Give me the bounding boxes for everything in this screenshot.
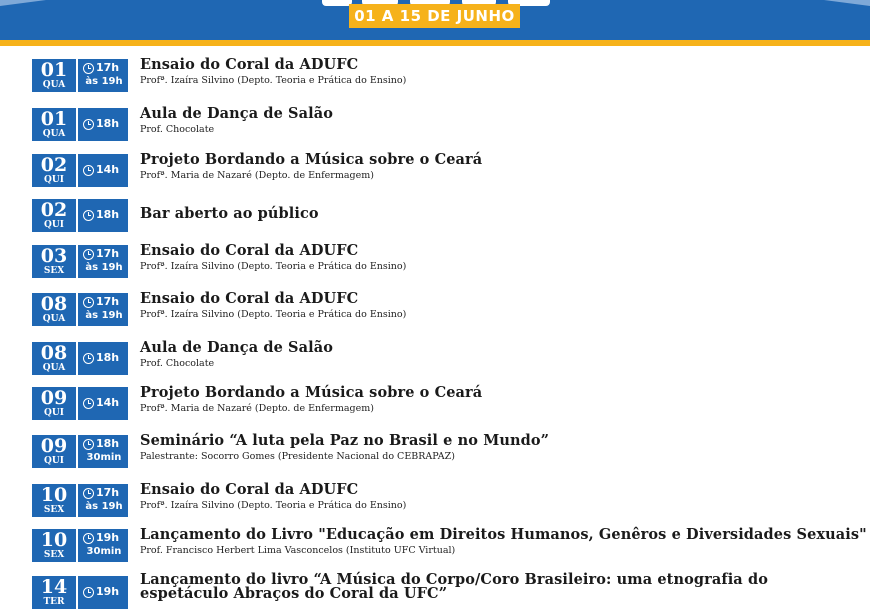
time-badge (78, 245, 128, 278)
time-badge (78, 59, 128, 92)
left-arrow-decoration (0, 0, 46, 6)
clock-icon (83, 210, 94, 221)
event-subtitle: Palestrante: Socorro Gomes (Presidente Nacional do CEBRAPAZ) (140, 451, 455, 462)
start-time: 14h (96, 396, 120, 409)
event-title: Lançamento do livro “A Música do Corpo/Coro Brasileiro: uma etnografia do espetáculo Abraços do Coral da UFC” (140, 571, 768, 602)
day-number: 09 (40, 387, 68, 409)
day-badge (32, 59, 76, 92)
weekday: QUA (42, 80, 66, 90)
start-time: 17h (96, 61, 120, 74)
time-badge (78, 576, 128, 609)
weekday: QUA (42, 129, 66, 139)
day-number: 09 (40, 435, 68, 457)
weekday: SEX (43, 505, 65, 515)
clock-icon (83, 353, 94, 364)
end-time: às 19h (85, 262, 123, 273)
day-number: 01 (40, 59, 68, 81)
event-title: Ensaio do Coral da ADUFC (140, 481, 359, 498)
header-stripe (0, 40, 870, 46)
time-badge (78, 108, 128, 141)
end-time: às 19h (85, 501, 123, 512)
event-subtitle: Prof. Chocolate (140, 358, 215, 369)
start-time: 19h (96, 585, 120, 598)
weekday: QUA (42, 314, 66, 324)
event-title: Aula de Dança de Salão (140, 339, 333, 356)
time-badge (78, 387, 128, 420)
weekday: SEX (43, 550, 65, 560)
clock-icon (83, 533, 94, 544)
clock-icon (83, 439, 94, 450)
end-time: às 19h (85, 310, 123, 321)
day-badge (32, 342, 76, 375)
start-time: 19h (96, 531, 120, 544)
event-subtitle: Prof. Francisco Herbert Lima Vasconcelos (Instituto UFC Virtual) (140, 545, 456, 556)
day-badge (32, 154, 76, 187)
day-badge (32, 576, 76, 609)
time-badge (78, 199, 128, 232)
event-subtitle: Profª. Izaíra Silvino (Depto. Teoria e Prática do Ensino) (140, 309, 407, 320)
clock-icon (83, 63, 94, 74)
time-badge (78, 342, 128, 375)
weekday: QUA (42, 363, 66, 373)
clock-icon (83, 249, 94, 260)
day-number: 08 (40, 293, 68, 315)
clock-icon (83, 119, 94, 130)
clock-icon (83, 488, 94, 499)
end-time: 30min (86, 546, 122, 557)
time-badge (78, 435, 128, 468)
day-badge (32, 529, 76, 562)
start-time: 18h (96, 117, 120, 130)
event-title: Projeto Bordando a Música sobre o Ceará (140, 151, 483, 168)
event-title: Aula de Dança de Salão (140, 105, 333, 122)
day-number: 02 (40, 154, 68, 176)
day-number: 14 (40, 576, 68, 598)
time-badge (78, 293, 128, 326)
day-badge (32, 108, 76, 141)
time-badge (78, 484, 128, 517)
event-subtitle: Profª. Maria de Nazaré (Depto. de Enfermagem) (140, 170, 374, 181)
time-badge (78, 529, 128, 562)
date-range-badge: 01 A 15 DE JUNHO (349, 4, 520, 28)
clock-icon (83, 165, 94, 176)
start-time: 14h (96, 163, 120, 176)
clock-icon (83, 398, 94, 409)
weekday: QUI (44, 220, 64, 230)
weekday: QUI (44, 408, 64, 418)
event-subtitle: Profª. Izaíra Silvino (Depto. Teoria e Prática do Ensino) (140, 75, 407, 86)
day-number: 10 (40, 529, 68, 551)
clock-icon (83, 587, 94, 598)
day-number: 08 (40, 342, 68, 364)
event-title: Bar aberto ao público (140, 205, 319, 222)
day-number: 02 (40, 199, 68, 221)
start-time: 18h (96, 351, 120, 364)
day-badge (32, 435, 76, 468)
day-number: 03 (40, 245, 68, 267)
day-badge (32, 199, 76, 232)
page-header (0, 0, 870, 40)
weekday: TER (43, 597, 65, 607)
clock-icon (83, 297, 94, 308)
weekday: SEX (43, 266, 65, 276)
event-subtitle: Prof. Chocolate (140, 124, 215, 135)
day-badge (32, 293, 76, 326)
weekday: QUI (44, 456, 64, 466)
event-subtitle: Profª. Izaíra Silvino (Depto. Teoria e Prática do Ensino) (140, 261, 407, 272)
day-badge (32, 484, 76, 517)
start-time: 17h (96, 247, 120, 260)
day-badge (32, 387, 76, 420)
start-time: 17h (96, 295, 120, 308)
event-title: Seminário “A luta pela Paz no Brasil e no Mundo” (140, 432, 550, 449)
day-badge (32, 245, 76, 278)
event-subtitle: Profª. Izaíra Silvino (Depto. Teoria e Prática do Ensino) (140, 500, 407, 511)
event-title: Ensaio do Coral da ADUFC (140, 56, 359, 73)
right-arrow-decoration (824, 0, 870, 6)
event-title: Projeto Bordando a Música sobre o Ceará (140, 384, 483, 401)
start-time: 18h (96, 437, 120, 450)
event-title: Ensaio do Coral da ADUFC (140, 290, 359, 307)
day-number: 10 (40, 484, 68, 506)
end-time: às 19h (85, 76, 123, 87)
weekday: QUI (44, 175, 64, 185)
end-time: 30min (86, 452, 122, 463)
day-number: 01 (40, 108, 68, 130)
event-subtitle: Profª. Maria de Nazaré (Depto. de Enfermagem) (140, 403, 374, 414)
time-badge (78, 154, 128, 187)
start-time: 18h (96, 208, 120, 221)
event-title: Ensaio do Coral da ADUFC (140, 242, 359, 259)
event-title: Lançamento do Livro "Educação em Direitos Humanos, Genêros e Diversidades Sexuais" (140, 526, 867, 543)
start-time: 17h (96, 486, 120, 499)
